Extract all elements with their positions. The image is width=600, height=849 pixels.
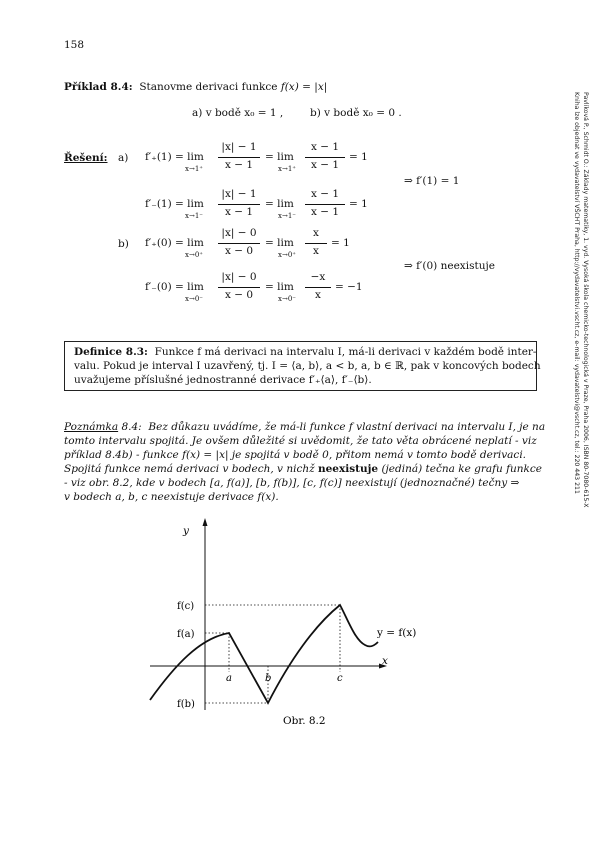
eq2-mid: = lim [265, 198, 294, 210]
note-bold-word: neexistuje [317, 463, 379, 475]
y-axis-label: y [183, 525, 189, 537]
result-a: ⇒ f′(1) = 1 [404, 175, 460, 187]
eq4-frac-num: |x| − 0 [221, 271, 257, 283]
y-axis-arrow [203, 518, 208, 526]
definition-line3: uvažujeme příslušné jednostranné derivace f′₊⟨a⟩, f′₋⟨b⟩. [74, 374, 372, 386]
label-fa: f(a) [177, 629, 195, 640]
note-line5: - viz obr. 8.2, kde v bodech [a, f(a)], [b, f(b)], [c, f(c)] neexistují (jednoznačné) tečny ⇒ [64, 477, 520, 489]
example-part-a: a) v bodě x₀ = 1 , [192, 107, 284, 119]
eq3-frac2-num: x [313, 227, 319, 239]
function-curve [150, 605, 378, 703]
label-b: b [265, 673, 272, 684]
note-line2: tomto intervalu spojitá. Je ovšem důležité si uvědomit, že tato věta obrácené neplatí - viz [64, 435, 537, 447]
eq3-frac2-den: x [313, 245, 319, 257]
label-fb: f(b) [177, 699, 195, 710]
label-a: a [226, 673, 232, 684]
eq4-frac2-num: −x [310, 271, 326, 283]
eq3-lhs: f′₊(0) = lim [145, 237, 204, 249]
eq4-result: = −1 [335, 281, 363, 293]
example-part-b: b) v bodě x₀ = 0 . [310, 107, 402, 119]
result-b: ⇒ f′(0) neexistuje [404, 260, 495, 272]
label-c: c [337, 673, 343, 684]
eq2-limit: x→1⁻ [185, 212, 203, 220]
note-text4c: (jediná) tečna ke grafu funkce [381, 463, 542, 475]
eq1-result: = 1 [349, 151, 368, 163]
solution-a-label: a) [118, 152, 129, 164]
definition-line2: valu. Pokud je interval I uzavřený, tj. I = ⟨a, b⟩, a < b, a, b ∈ ℝ, pak v koncových bodech [74, 360, 541, 372]
eq2-lhs: f′₋(1) = lim [145, 198, 204, 210]
eq4-frac2-den: x [315, 289, 321, 301]
note-text1: Bez důkazu uvádíme, že má-li funkce f vlastní derivaci na intervalu I, je na [148, 421, 546, 433]
note-text4a: Spojitá funkce nemá derivaci v bodech, v nichž [64, 463, 315, 475]
eq4-limit: x→0⁻ [185, 295, 203, 303]
example-text: Stanovme derivaci funkce [139, 81, 278, 93]
definition-label: Definice 8.3: [74, 346, 148, 358]
eq3-frac-num: |x| − 0 [221, 227, 257, 239]
eq1-frac-den: x − 1 [224, 159, 254, 171]
side-citation-line1: Pavlíková P., Schmidt O.: Základy matematiky, 1. vyd. Vysoká škola chemicko-technologická v Praze, Praha 2006, ISBN 80-7080-615-X [582, 92, 589, 508]
note-line3: příklad 8.4b) - funkce f(x) = |x| je spojitá v bodě 0, přitom nemá v tomto bodě derivaci. [64, 449, 527, 461]
eq1-limit: x→1⁺ [185, 165, 203, 173]
page-number: 158 [64, 39, 85, 51]
eq3-result: = 1 [331, 237, 350, 249]
eq4-limit2: x→0⁻ [278, 295, 296, 303]
solution-label: Řešení: [64, 152, 108, 164]
example-function: f(x) = |x| [280, 81, 328, 93]
eq3-mid: = lim [265, 237, 294, 249]
side-citation-line2: Kniha lze objednat ve vydavatelství VŠCHT Praha, http://vydavatelstvi.vscht.cz, e-mail: vydavatelstvi@vscht.cz, tel.: 220 443 211 [573, 92, 580, 494]
eq2-limit2: x→1⁻ [278, 212, 296, 220]
eq4-lhs: f′₋(0) = lim [145, 281, 204, 293]
note-number: 8.4: [121, 421, 142, 433]
definition-text1: Funkce f má derivaci na intervalu I, má-li derivaci v každém bodě inter- [154, 346, 537, 358]
eq1-limit2: x→1⁺ [278, 165, 296, 173]
eq1-mid: = lim [265, 151, 294, 163]
eq1-lhs: f′₊(1) = lim [145, 151, 204, 163]
eq1-frac2-den: x − 1 [310, 159, 340, 171]
note-label: Poznámka [64, 421, 119, 433]
eq1-frac2-num: x − 1 [310, 141, 340, 153]
eq2-frac2-den: x − 1 [310, 206, 340, 218]
solution-b-label: b) [118, 238, 129, 250]
eq2-frac-num: |x| − 1 [221, 188, 257, 200]
example-label: Příklad 8.4: [64, 81, 133, 93]
eq2-result: = 1 [349, 198, 368, 210]
eq1-frac-num: |x| − 1 [221, 141, 257, 153]
eq2-frac2-num: x − 1 [310, 188, 340, 200]
label-fc: f(c) [177, 601, 195, 612]
eq3-limit2: x→0⁺ [278, 251, 296, 259]
x-axis-label: x [382, 655, 388, 667]
curve-label: y = f(x) [377, 627, 417, 639]
eq4-mid: = lim [265, 281, 294, 293]
eq4-frac-den: x − 0 [224, 289, 254, 301]
eq3-frac-den: x − 0 [224, 245, 254, 257]
note-line6: v bodech a, b, c neexistuje derivace f(x). [64, 491, 279, 503]
eq2-frac-den: x − 1 [224, 206, 254, 218]
figure-caption: Obr. 8.2 [283, 715, 326, 727]
eq3-limit: x→0⁺ [185, 251, 203, 259]
